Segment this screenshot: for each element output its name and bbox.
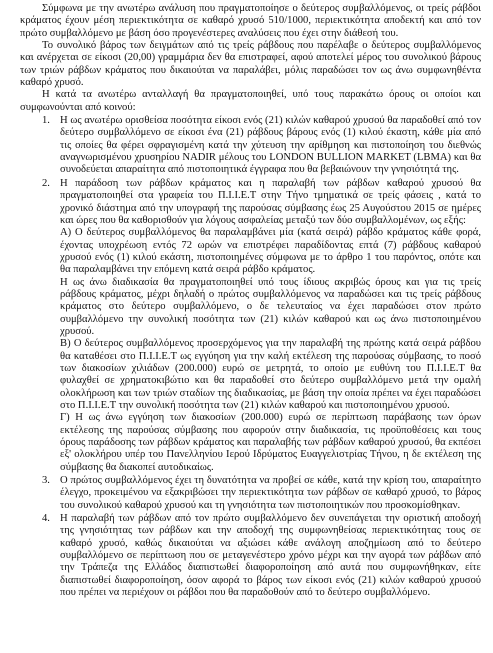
clause-text: Η παράδοση των ράβδων κράματος και η παραλαβή των ράβδων καθαρού χρυσού θα πραγματοποιηθεί στα γραφεία του Π.Ι.Ι.Ε.Τ στην Τήνο τμηματικά σε τρείς φάσεις , κατά το χρονικό διάστημα από την υπογραφή της παρούσας σύμβασης έως 25 Αυγούστου 2015 σε ημέρες και ώρες που θα καθορισθούν για λόγους ασφαλείας μεταξύ των δύο συμβαλλομένων, ως εξής:	[60, 177, 481, 226]
intro-paragraph-1: Σύμφωνα με την ανωτέρω ανάλυση που πραγματοποίησε ο δεύτερος συμβαλλόμενος, οι τρείς ράβδοι κράματος έχουν μέση περιεκτικότητα σε καθαρό χρυσό 510/1000, περιεκτικότητα αποδεκτή και από τον πρώτο συμβαλλόμενο με βάση όσο προγενέστερες αναλύσεις που έχει στην διάθεσή του.	[20, 3, 481, 39]
clause-subparagraph-a: Α) Ο δεύτερος συμβαλλόμενος θα παραλαμβάνει μία (κατά σειρά) ράβδο κράματος κάθε φορά, έχοντας υποχρέωση εντός 72 ωρών να επιστρέφει παραδίδοντας επτά (7) ράβδους καθαρού χρυσού ενός (1) κιλού εκάστη, πιστοποιημένες σύμφωνα με το άρθρο 1 του παρόντος, οπότε και θα παραλαμβάνει την επόμενη κατά σειρά ράβδο κράματος.	[60, 227, 481, 276]
clause-1	[20, 115, 481, 177]
clause-text: Η παραλαβή των ράβδων από τον πρώτο συμβαλλόμενο δεν συνεπάγεται την οριστική αποδοχή της γνησιότητας των ράβδων και την αποδοχή της συμφωνηθείσας περιεκτικότητας τους σε καθαρό χρυσό, καθώς δικαιούται να αξιώσει κάθε ανάλογη αποζημίωση από το δεύτερο συμβαλλόμενο σε περίπτωση που σε μεταγενέστερο χρόνο μέχρι και την αγορά των ράβδων από την Τράπεζα της Ελλάδος διαπιστωθεί διαφοροποίηση από αυτά που συμφωνήθηκαν, είτε διαπιστωθεί διαφοροποίηση, όσον αφορά το βάρος των είκοσι ενός (21) κιλών καθαρού χρυσού που πρέπει να περιέχουν οι ράβδοι που θα παραδοθούν από το δεύτερο συμβαλλόμενο.	[60, 513, 481, 599]
clause-4	[20, 513, 481, 599]
clause-number: 2.	[42, 177, 50, 189]
clause-subparagraph-b: Β) Ο δεύτερος συμβαλλόμενος προσερχόμενος για την παραλαβή της πρώτης κατά σειρά ράβδου θα καταθέσει στο Π.Ι.Ι.Ε.Τ ως εγγύηση για την καλή εκτέλεση της παρούσας σύμβασης, το ποσό των διακοσίων χιλιάδων (200.000) ευρώ σε μετρητά, το οποίο με ευθύνη του Π.Ι.Ι.Ε.Τ θα φυλαχθεί σε χρηματοκιβώτιο και θα παραδοθεί στο δεύτερο συμβαλλόμενο μετά την ομαλή ολοκλήρωση και των τριών σταδίων της διαδικασίας, με βάση την οποία πρέπει να έχει παραδώσει στο Π.Ι.Ι.Ε.Τ την συνολική ποσότητα των (21) κιλών καθαρού και πιστοποιημένου χρυσού.	[60, 338, 481, 411]
clause-number: 1.	[42, 115, 50, 127]
clause-text: Η ως ανωτέρω ορισθείσα ποσότητα είκοσι ενός (21) κιλών καθαρού χρυσού θα παραδοθεί από τον δεύτερο συμβαλλόμενο σε είκοσι ένα (21) ράβδους βάρους ενός (1) κιλού έκαστη, κάθε μία από τις οποίες θα φέρει σφραγισμένη κατά την χύτευση την αρίθμηση και πιστοποίηση του διεθνώς αναγνωρισμένου χρυσηρίου NADIR μέλους του LONDON BULLION MARKET (LBMA) και θα συνοδεύεται απαραίτητα από πιστοποιητικά έγγραφα που θα βεβαιώνουν την γνησιότητά της.	[60, 115, 481, 176]
clause-number: 4.	[42, 513, 50, 525]
clause-3	[20, 475, 481, 512]
clause-subparagraph-c: Γ) Η ως άνω εγγύηση των διακοσίων (200.000) ευρώ σε περίπτωση παράβασης των όρων εκτέλεσης της παρούσας σύμβασης που αφορούν στην διαδικασία, τις προϋποθέσεις και τους όρους παράδοσης των ράβδων κράματος και παραλαβής των ράβδων καθαρού χρυσού, θα εκπέσει εξ' ολοκλήρου υπέρ του Πανελληνίου Ιερού Ιδρύματος Ευαγγελιστρίας Τήνου, η δε εκτέλεση της σύμβασης θα διακοπεί αυτοδικαίως.	[60, 412, 481, 473]
clause-number: 3.	[42, 475, 50, 487]
intro-paragraph-3: Η κατά τα ανωτέρω ανταλλαγή θα πραγματοποιηθεί, υπό τους παρακάτω όρους οι οποίοι και συμφωνούνται από κοινού:	[20, 89, 481, 113]
clause-text: Ο πρώτος συμβαλλόμενος έχει τη δυνατότητα να προβεί σε κάθε, κατά την κρίση του, απαραίτητο έλεγχο, προκειμένου να εξακριβώσει την περιεκτικότητα των ράβδων σε καθαρό χρυσό, το βάρος του συνολικού καθαρού χρυσού και τη γνησιότητα των πιστοποιητικών που προσκομίσθηκαν.	[60, 475, 481, 511]
clause-2	[20, 178, 481, 474]
clause-subparagraph: Η ως άνω διαδικασία θα πραγματοποιηθεί υπό τους ίδιους ακριβώς όρους και για τις τρείς ράβδους κράματος, μέχρι δηλαδή ο πρώτος συμβαλλόμενος να παραδώσει και τις τρείς ράβδους κράματος στο δεύτερο συμβαλλόμενο, ο δε τελευταίος να έχει παραδώσει στον πρώτο συμβαλλόμενο την συνολική ποσότητα των (21) κιλών καθαρού και ως άνω πιστοποιημένου χρυσού.	[60, 276, 481, 337]
intro-paragraph-2: Το συνολικό βάρος των δειγμάτων από τις τρείς ράβδους που παρέλαβε ο δεύτερος συμβαλλόμενος και ανέρχεται σε είκοσι (20,00) γραμμάρια δεν θα επιστραφεί, αφού αποτελεί μέρος του συνολικού βάρους των τριών ράβδων κράματος που δικαιούται να παραλάβει, μόλις παραδώσει τον ως άνω συμφωνηθέντα καθαρό χρυσό.	[20, 40, 481, 89]
